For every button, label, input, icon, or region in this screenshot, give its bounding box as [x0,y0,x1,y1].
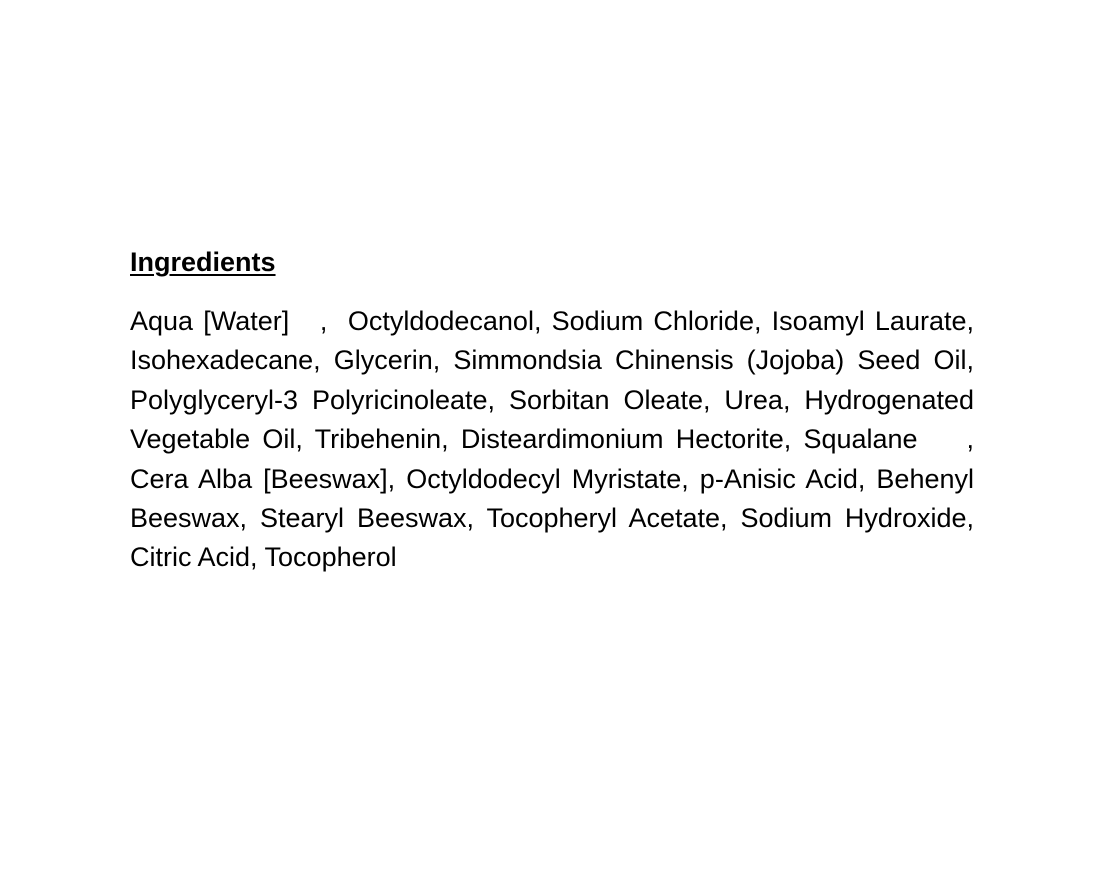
ingredients-section [130,244,982,578]
ingredients-heading: Ingredients [130,247,276,277]
ingredients-list: Aqua [Water] , Octyldodecanol, Sodium Chloride, Isoamyl Laurate, Isohexadecane, Glycerin, Simmondsia Chinensis (Jojoba) Seed Oil, Polyglyceryl-3 Polyricinoleate, Sorbitan Oleate, Urea, Hydrogenated Vegetable Oil, Tribehenin, Disteardimonium Hectorite, Squalane , Cera Alba [Beeswax], Octyldodecyl Myristate, p-Anisic Acid, Behenyl Beeswax, Stearyl Beeswax, Tocopheryl Acetate, Sodium Hydroxide, Citric Acid, Tocopherol [130,306,982,573]
